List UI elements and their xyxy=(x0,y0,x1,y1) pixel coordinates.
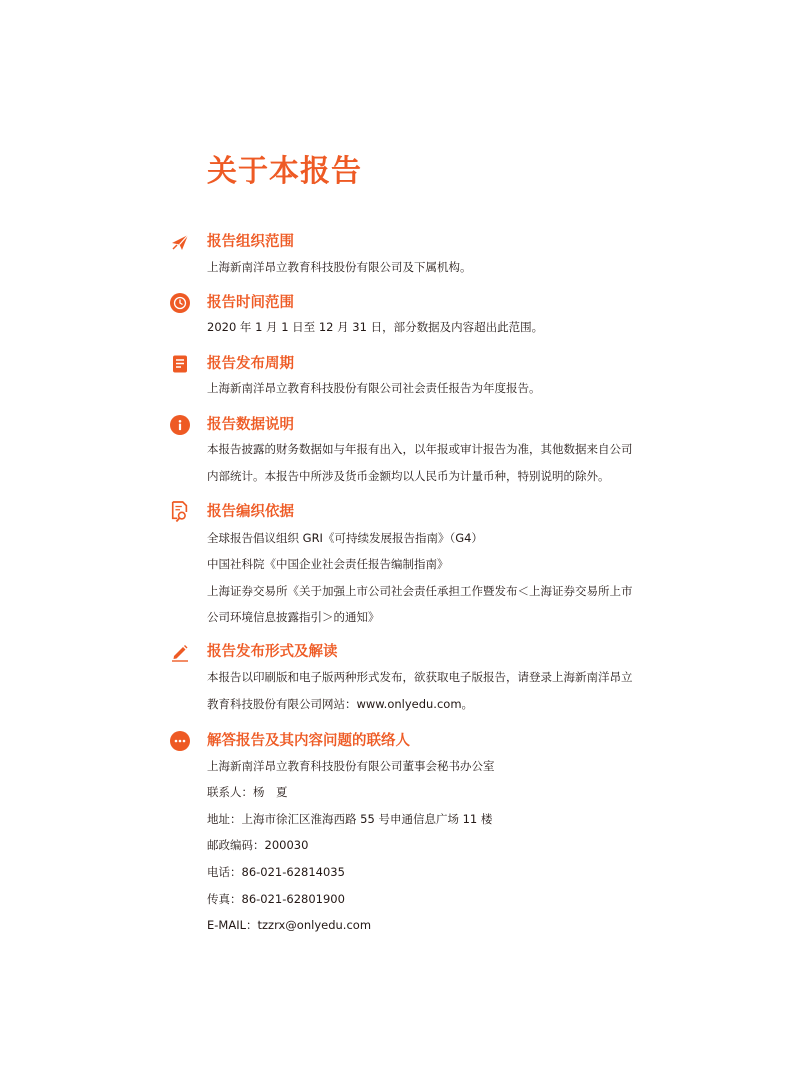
more-icon xyxy=(170,731,190,751)
section-heading: 报告时间范围 xyxy=(207,295,294,311)
pen-icon xyxy=(170,642,190,662)
contact-org: 上海新南洋昂立教育科技股份有限公司董事会秘书办公室 xyxy=(207,759,495,773)
section-text: 上海新南洋昂立教育科技股份有限公司社会责任报告为年度报告。 xyxy=(207,381,541,395)
section-text: 本报告以印刷版和电子版两种形式发布，欲获取电子版报告，请登录上海新南洋昂立 xyxy=(207,670,633,684)
contact-fax: 传真：86-021-62801900 xyxy=(207,892,345,906)
section-text: 内部统计。本报告中所涉及货币金额均以人民币为计量币种，特别说明的除外。 xyxy=(207,469,610,483)
section-text: 教育科技股份有限公司网站：www.onlyedu.com。 xyxy=(207,697,474,711)
contact-phone: 电话：86-021-62814035 xyxy=(207,865,345,879)
section-text: 公司环境信息披露指引＞的通知》 xyxy=(207,610,380,624)
section-text: 全球报告倡议组织 GRI《可持续发展报告指南》（G4） xyxy=(207,531,483,545)
section-heading: 解答报告及其内容问题的联络人 xyxy=(207,733,410,749)
contact-address: 地址：上海市徐汇区淮海西路 55 号申通信息广场 11 楼 xyxy=(207,812,493,826)
contact-person: 联系人：杨 夏 xyxy=(207,785,288,799)
document-icon xyxy=(170,354,190,374)
clock-icon xyxy=(170,293,190,313)
section-heading: 报告编织依据 xyxy=(207,504,294,520)
info-icon xyxy=(170,415,190,435)
section-heading: 报告发布周期 xyxy=(207,356,294,372)
section-text: 上海证券交易所《关于加强上市公司社会责任承担工作暨发布＜上海证券交易所上市 xyxy=(207,584,633,598)
contact-email: E-MAIL：tzzrx@onlyedu.com xyxy=(207,918,372,932)
contact-postcode: 邮政编码：200030 xyxy=(207,838,309,852)
paper-plane-icon xyxy=(170,232,190,252)
section-text: 上海新南洋昂立教育科技股份有限公司及下属机构。 xyxy=(207,260,472,274)
section-heading: 报告发布形式及解读 xyxy=(207,644,338,660)
section-heading: 报告组织范围 xyxy=(207,234,294,250)
section-text: 中国社科院《中国企业社会责任报告编制指南》 xyxy=(207,557,449,571)
page-title: 关于本报告 xyxy=(207,154,362,189)
section-text: 本报告披露的财务数据如与年报有出入，以年报或审计报告为准，其他数据来自公司 xyxy=(207,442,633,456)
section-text: 2020 年 1 月 1 日至 12 月 31 日，部分数据及内容超出此范围。 xyxy=(207,320,544,334)
document-search-icon xyxy=(170,502,190,522)
section-heading: 报告数据说明 xyxy=(207,417,294,433)
